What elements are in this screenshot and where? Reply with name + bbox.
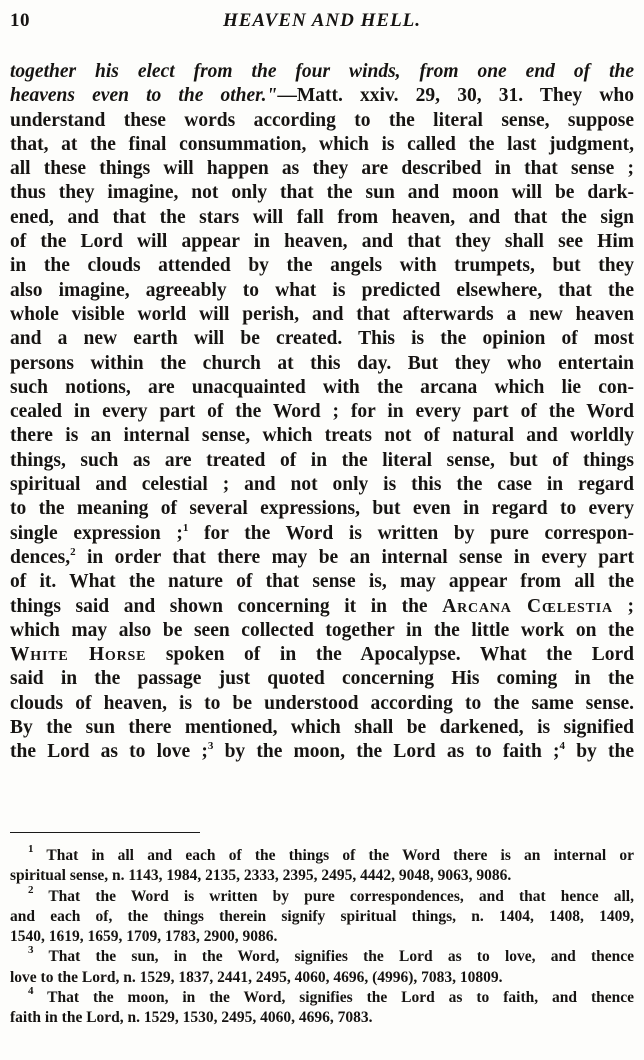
text-run: dences,: [10, 546, 71, 568]
footnote-ref-3[interactable]: 3: [207, 740, 214, 753]
text-line: together his elect from the four winds, from one end of the: [10, 61, 634, 82]
text-line: which may also be seen collected together in the little work on the: [10, 619, 634, 641]
footnote-1: [10, 843, 634, 866]
footnote-2: [10, 883, 634, 907]
footnote-mark: 4: [28, 985, 34, 998]
text-line: all these things will happen as they are described in that sense ;: [10, 158, 634, 180]
text-run: single expression ;: [10, 522, 183, 544]
footnote-divider: [10, 832, 200, 833]
work-title-arcana: Arcana Cœlestia: [442, 595, 613, 617]
text-line: [10, 643, 634, 667]
text-line: and a new earth will be created. This is the opinion of most: [10, 328, 634, 350]
footnote-ref-4[interactable]: 4: [559, 740, 566, 753]
footnote-text: That the moon, in the Word, signifies the Lord as to faith, and thence: [33, 989, 634, 1007]
footnote-4: [10, 985, 634, 1008]
footnote-text: That the sun, in the Word, signifies the Lord as to love, and thence: [33, 948, 634, 966]
text-line: also imagine, agreeably to what is predicted elsewhere, that the: [10, 279, 634, 301]
footnote-line: faith in the Lord, n. 1529, 1530, 2495, 4060, 4696, 7083.: [10, 1009, 373, 1027]
footnote-line: and each of, the things therein signify spiritual things, n. 1404, 1408, 1409,: [10, 907, 634, 925]
text-line: that, at the final consummation, which is called the last judgment,: [10, 133, 634, 155]
text-line: [10, 595, 634, 619]
text-run: spoken of in the Apocalypse. What the Lord: [146, 644, 634, 666]
text-line: such notions, are unacquainted with the arcana which lie con-: [10, 376, 634, 398]
footnote-ref-2[interactable]: 2: [70, 545, 76, 558]
text-line: persons within the church at this day. But they who entertain: [10, 352, 634, 374]
text-line: said in the passage just quoted concerning His coming in the: [10, 668, 634, 690]
text-run: ;: [612, 595, 634, 617]
text-run: the Lord as to love ;: [10, 741, 208, 763]
text-line: thus they imagine, not only that the sun and moon will be dark-: [10, 182, 634, 204]
page-header: [10, 10, 634, 44]
footnote-ref-1[interactable]: 1: [182, 521, 189, 534]
text-run: things said and shown concerning it in the: [10, 595, 443, 617]
footnote-line: 1540, 1619, 1659, 1709, 1783, 2900, 9086.: [10, 928, 278, 946]
text-line: things, such as are treated of in the literal sense, but of things: [10, 449, 634, 471]
text-line: there is an internal sense, which treats not of natural and worldly: [10, 425, 634, 447]
footnote-line: love to the Lord, n. 1529, 1837, 2441, 2495, 4060, 4696, (4996), 7083, 10809.: [10, 968, 503, 986]
quote-end: heavens even to the other.": [10, 85, 278, 107]
citation: —Matt. xxiv. 29, 30, 31. They who: [277, 85, 634, 107]
footnote-text: That the Word is written by pure correspondences, and that hence all,: [33, 887, 634, 905]
running-title: HEAVEN AND HELL.: [222, 10, 422, 31]
text-line: [10, 84, 634, 108]
text-line: By the sun there mentioned, which shall be darkened, is signified: [10, 717, 634, 739]
footnotes: [10, 843, 634, 1029]
text-line: whole visible world will perish, and that afterwards a new heaven: [10, 303, 634, 325]
footnote-3: [10, 944, 634, 967]
work-title-white-horse: White Horse: [10, 644, 147, 666]
page-number: 10: [10, 10, 30, 31]
text-run: by the: [565, 741, 634, 763]
text-line: spiritual and celestial ; and not only is this the case in regard: [10, 474, 634, 496]
body-text: [10, 60, 634, 765]
text-line: ened, and that the stars will fall from heaven, and that the sign: [10, 206, 634, 228]
text-run: by the moon, the Lord as to faith ;: [213, 741, 560, 763]
text-line: of the Lord will appear in heaven, and that they shall see Him: [10, 231, 634, 253]
text-line: [10, 522, 634, 546]
text-line: [10, 740, 634, 764]
footnote-mark: 2: [28, 883, 34, 896]
footnote-mark: 3: [28, 944, 34, 957]
text-line: [10, 546, 634, 570]
text-run: for the Word is written by pure correspon-: [188, 522, 634, 544]
footnote-text: That in all and each of the things of the Word there is an internal or: [33, 847, 634, 864]
footnote-line: spiritual sense, n. 1143, 1984, 2135, 2333, 2395, 2495, 4442, 9048, 9063, 9086.: [10, 867, 512, 885]
text-line: in the clouds attended by the angels with trumpets, but they: [10, 255, 634, 277]
text-line: cealed in every part of the Word ; for in every part of the Word: [10, 401, 634, 423]
text-line: to the meaning of several expressions, but even in regard to every: [10, 498, 634, 520]
text-line: clouds of heaven, is to be understood according to the same sense.: [10, 692, 634, 714]
text-line: understand these words according to the literal sense, suppose: [10, 109, 634, 131]
text-line: of it. What the nature of that sense is, may appear from all the: [10, 571, 634, 593]
footnote-mark: 1: [28, 843, 34, 855]
text-run: in order that there may be an internal sense in every part: [75, 546, 634, 568]
